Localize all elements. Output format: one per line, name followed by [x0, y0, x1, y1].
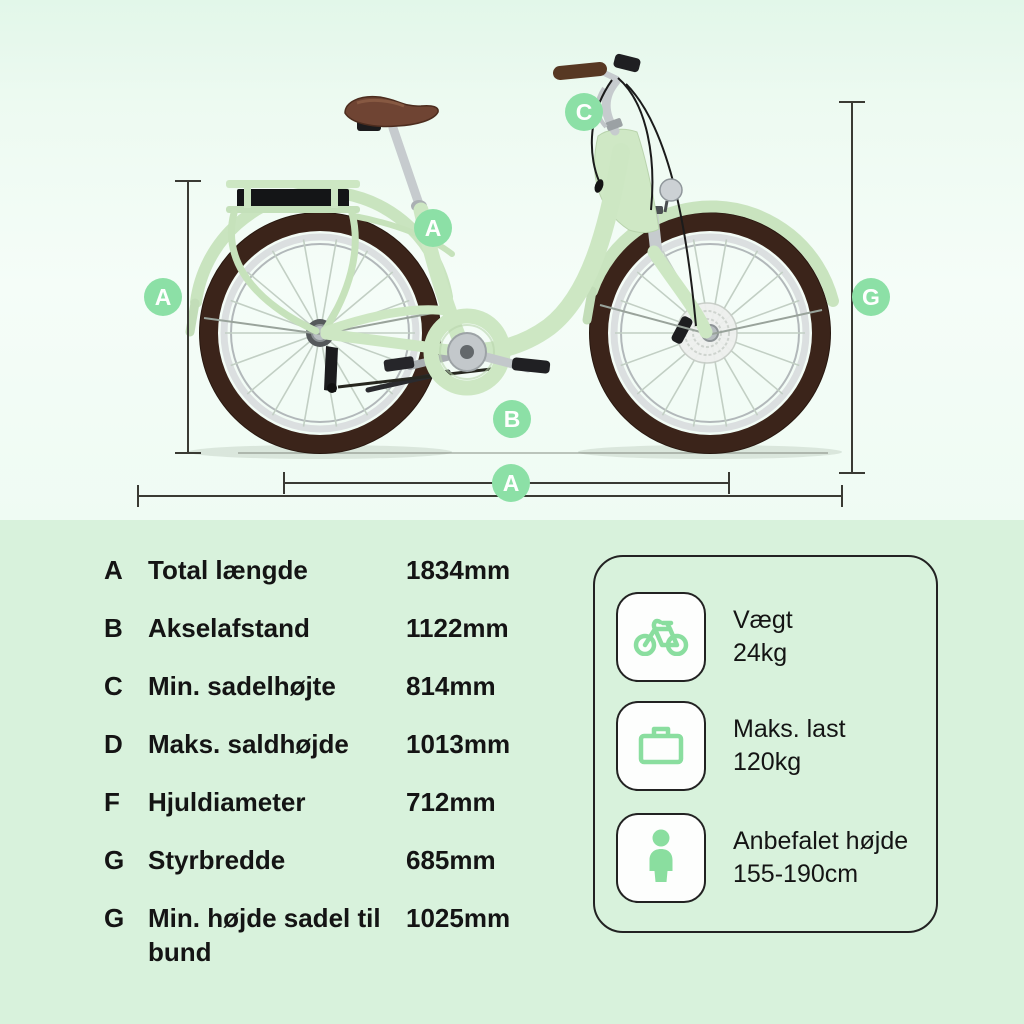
spec-label: Min. sadelhøjte: [148, 671, 336, 701]
card-item-weight: [616, 592, 793, 682]
spec-value: 814mm: [406, 671, 496, 701]
spec-label: Akselafstand: [148, 613, 310, 643]
card-item-value: 24kg: [733, 639, 788, 667]
bicycle-icon: [633, 614, 689, 661]
card-item-title: Anbefalet højde: [733, 827, 909, 855]
card-item-value: 120kg: [733, 748, 802, 776]
spec-letter: F: [104, 787, 120, 817]
card-item-value: 155-190cm: [733, 860, 859, 888]
marker-saddle-height: C: [565, 93, 603, 131]
spec-value: 1834mm: [406, 555, 511, 585]
spec-row: [104, 727, 510, 761]
card-text: [733, 604, 793, 670]
card-text: [733, 713, 846, 779]
spec-letter: G: [104, 903, 125, 933]
spec-label: Min. højde sadel til bund: [148, 903, 381, 967]
marker-handlebar-height: G: [852, 278, 890, 316]
spec-value: 1025mm: [406, 903, 511, 933]
icon-tile: [616, 592, 706, 682]
card-text: [733, 825, 908, 891]
spec-row: [104, 785, 510, 819]
marker-frame: A: [414, 209, 452, 247]
spec-label: Styrbredde: [148, 845, 286, 875]
spec-letter: B: [104, 613, 123, 643]
card-item-title: Vægt: [733, 606, 793, 634]
spec-row: [104, 669, 510, 703]
spec-row: [104, 901, 510, 969]
marker-total-length: A: [492, 464, 530, 502]
suitcase-icon: [636, 721, 686, 772]
spec-value: 1122mm: [406, 613, 509, 643]
spec-row: [104, 611, 510, 645]
spec-label: Hjuldiameter: [148, 787, 306, 817]
spec-letter: G: [104, 845, 125, 875]
spec-row: [104, 553, 510, 587]
pedal: [511, 357, 550, 374]
info-card: [593, 555, 938, 933]
icon-tile: [616, 813, 706, 903]
card-item-max-load: [616, 701, 846, 791]
spec-value: 1013mm: [406, 729, 511, 759]
grip: [560, 69, 600, 73]
icon-tile: [616, 701, 706, 791]
spec-table: [104, 553, 510, 993]
person-icon: [640, 829, 682, 888]
card-item-rider-height: [616, 813, 908, 903]
marker-wheelbase: B: [493, 400, 531, 438]
spec-letter: A: [104, 555, 123, 585]
marker-height-left: A: [144, 278, 182, 316]
spec-label: Maks. saldhøjde: [148, 729, 349, 759]
spec-value: 712mm: [406, 787, 496, 817]
spec-row: [104, 843, 510, 877]
spec-letter: D: [104, 729, 123, 759]
saddle: [345, 97, 438, 131]
spec-label: Total længde: [148, 555, 308, 585]
spec-letter: C: [104, 671, 123, 701]
card-item-title: Maks. last: [733, 715, 846, 743]
spec-value: 685mm: [406, 845, 496, 875]
